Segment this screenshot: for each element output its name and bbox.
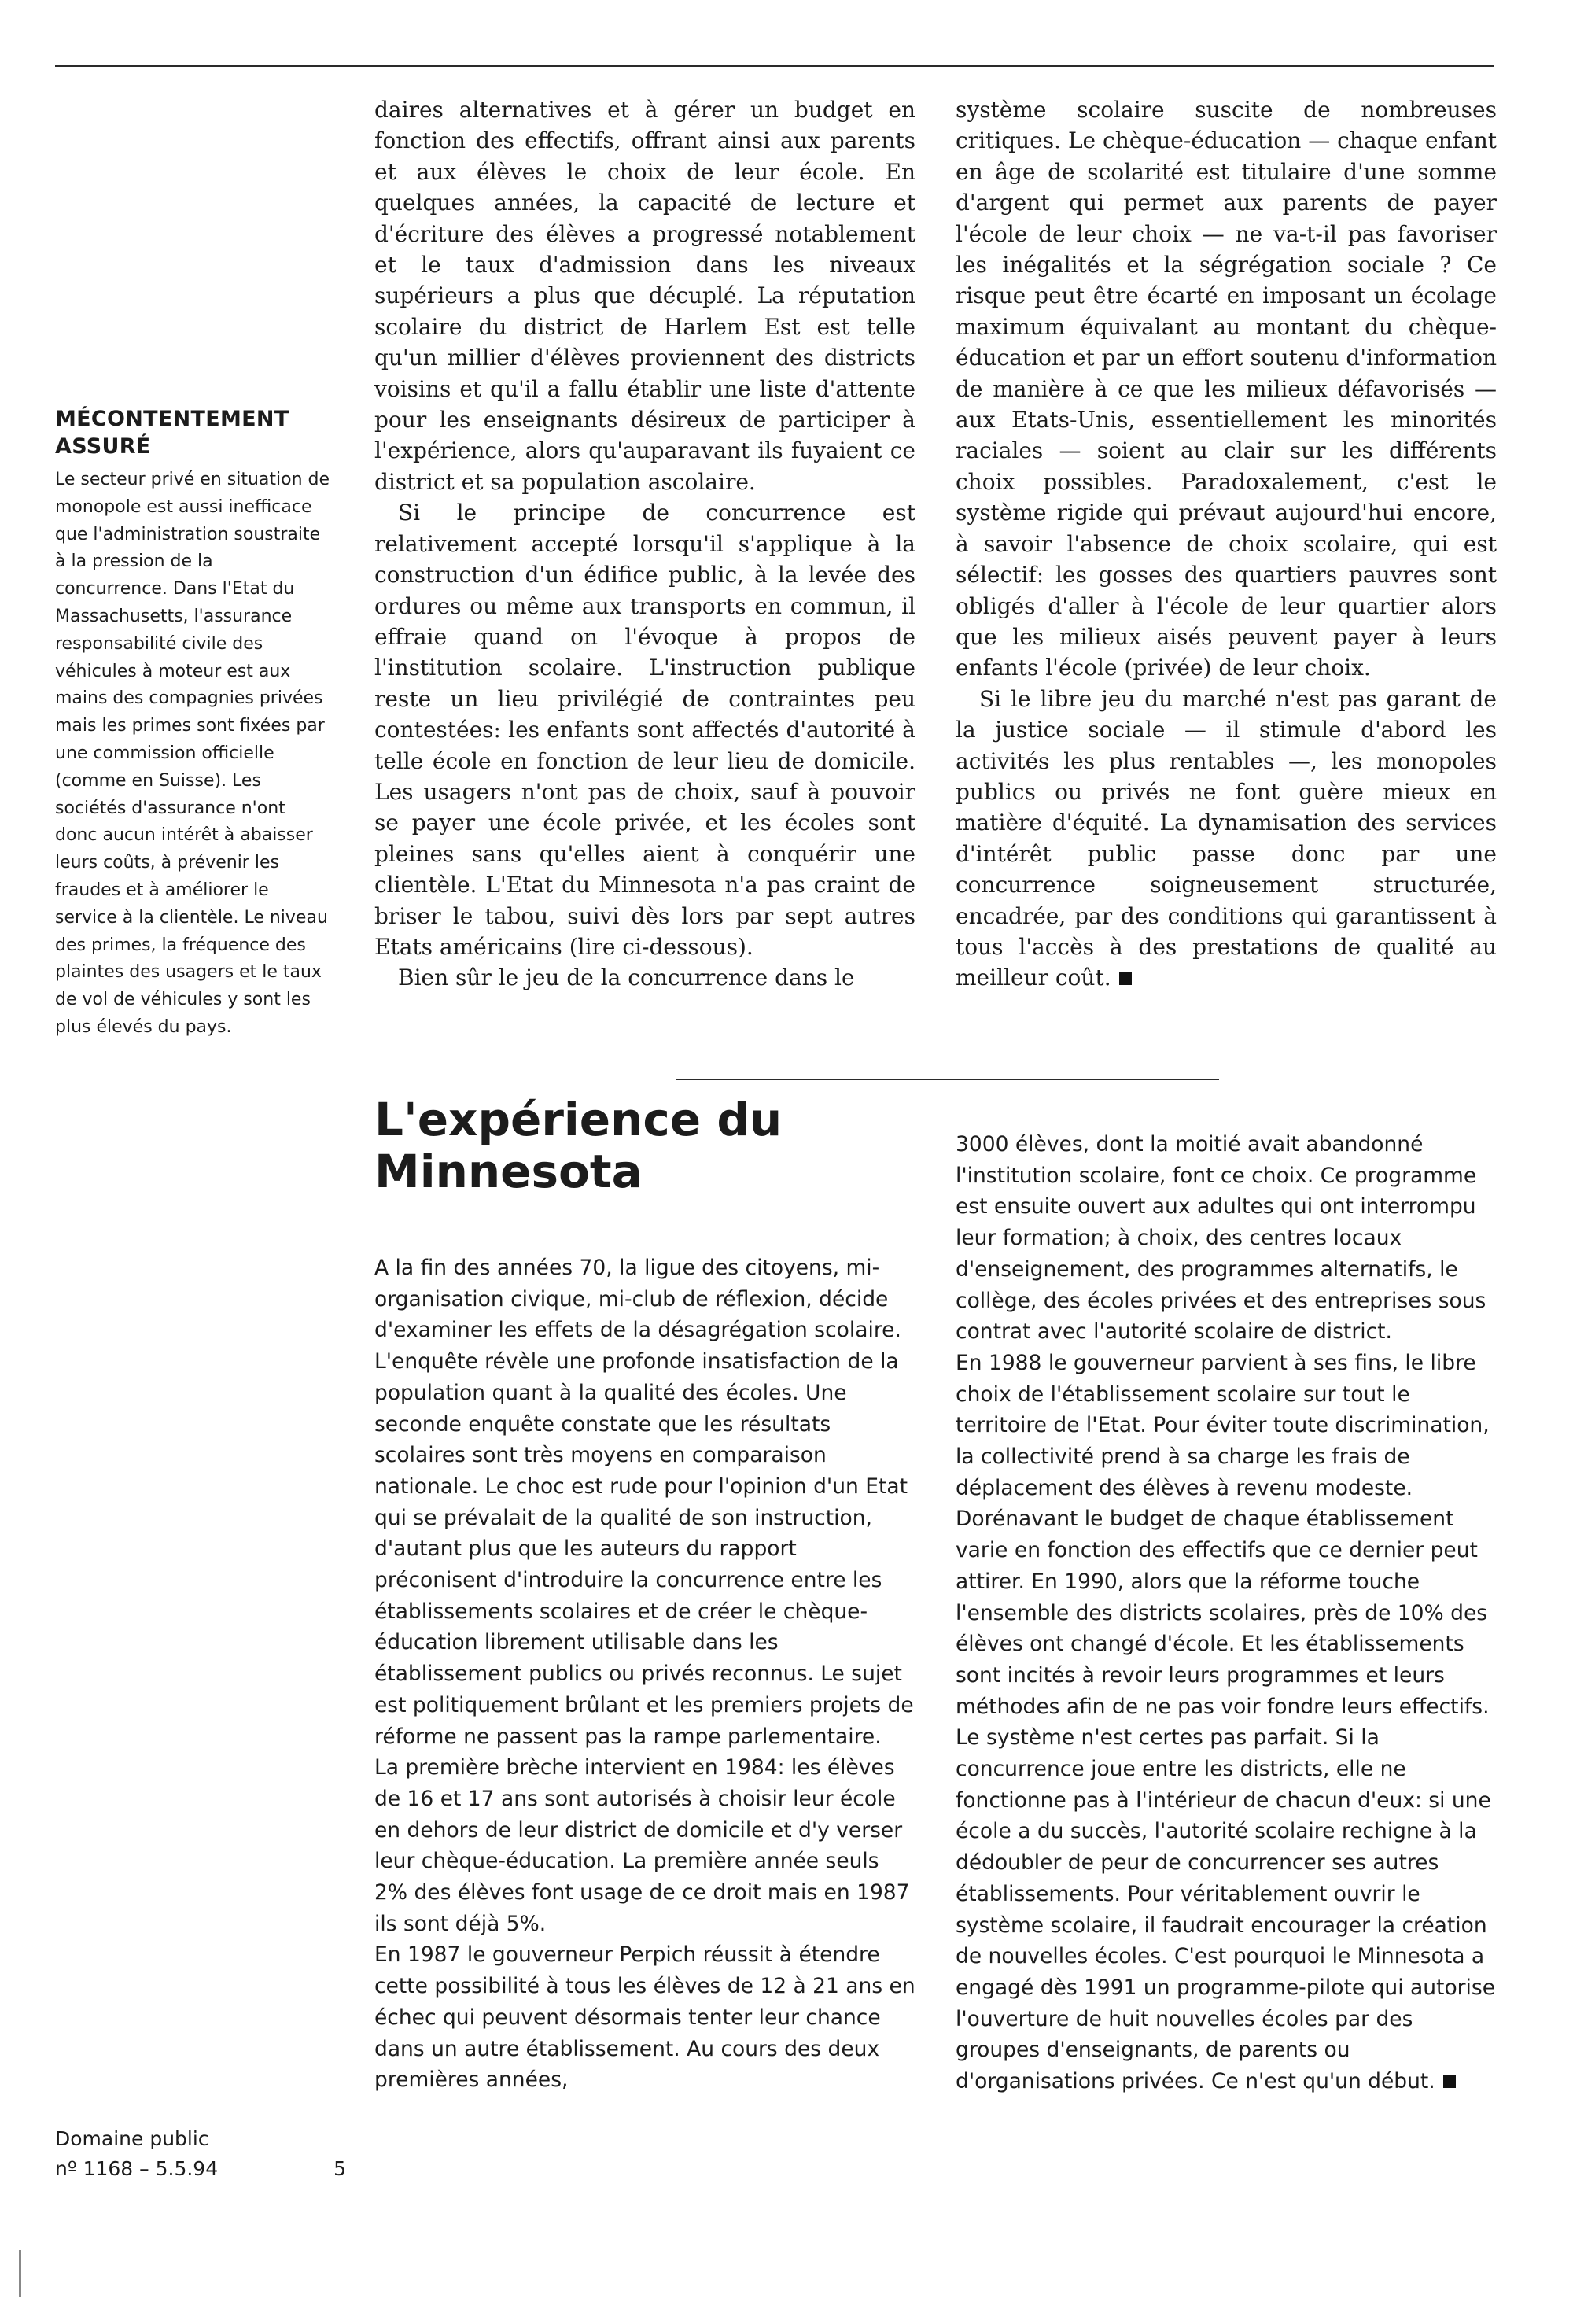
- box-paragraph-text: Le système n'est certes pas parfait. Si la concurrence joue entre les districts, elle ne fonctionne pas à l'intérieur de chacun d'eux: si une école a du succès, l'autorité scolaire rechigne à la dédoubler de peur de concurrencer ses autres établissements. Pour véritablement ouvrir le système scolaire, il faudrait encourager la création de nouvelles écoles. C'est pourquoi le Minnesota a engagé dès 1991 un programme-pilote qui autorise l'ouverture de huit nouvelles écoles par des groupes d'enseignants, de parents ou d'organisations privées. Ce n'est qu'un début.: [956, 1725, 1496, 2094]
- box-paragraph: A la fin des années 70, la ligue des citoyens, mi-organisation civique, mi-club de réflexion, décide d'examiner les effets de la désagrégation scolaire. L'enquête révèle une profonde insatisfaction de la population quant à la qualité des écoles. Une seconde enquête constate que les résultats scolaires sont très moyens en comparaison nationale. Le choc est rude pour l'opinion d'un Etat qui se prévalait de la qualité de son instruction, d'autant plus que les auteurs du rapport préconisent d'introduire la concurrence entre les établissements scolaires et de créer le chèque-éducation librement utilisable dans les établissement publics ou privés reconnus. Le sujet est politiquement brûlant et les premiers projets de réforme ne passent pas la rampe parlementaire.: [374, 1256, 914, 1749]
- issue-info: nº 1168 – 5.5.94: [55, 2157, 219, 2180]
- article-column-2: [956, 94, 1497, 994]
- page-number: 5: [333, 2157, 346, 2180]
- box-paragraph: 3000 élèves, dont la moitié avait abandonné l'institution scolaire, font ce choix. Ce programme est ensuite ouvert aux adultes qui ont interrompu leur formation; à choix, des centres locaux d'enseignement, des programmes alternatifs, le collège, des écoles privées et des entreprises sous contrat avec l'autorité scolaire de district.: [956, 1132, 1486, 1345]
- sidebar-body: Le secteur privé en situation de monopole est aussi inefficace que l'administration soustraite à la pression de la concurrence. Dans l'Etat du Massachusetts, l'assurance responsabilité civile des véhicules à moteur est aux mains des compagnies privées mais les primes sont fixées par une commission officielle (comme en Suisse). Les sociétés d'assurance n'ont donc aucun intérêt à abaisser leurs coûts, à prévenir les fraudes et à améliorer le service à la clientèle. Le niveau des primes, la fréquence des plaintes des usagers et le taux de vol de véhicules y sont les plus élevés du pays.: [55, 470, 330, 1037]
- publication-name: Domaine public: [55, 2127, 209, 2150]
- article-paragraph: système scolaire suscite de nombreuses critiques. Le chèque-éducation — chaque enfant en âge de scolarité est titulaire d'une somme d'argent qui permet aux parents de payer l'école de leur choix — ne va-t-il pas favoriser les inégalités et la ségrégation sociale ? Ce risque peut être écarté en imposant un écolage maximum équivalant au montant du chèque-éducation et par un effort soutenu d'information de manière à ce que les milieux défavorisés — aux Etats-Unis, essentiellement les minorités raciales — soient au clair sur les différents choix possibles. Paradoxalement, c'est le système rigide qui prévaut aujourd'hui encore, à savoir l'absence de choix scolaire, qui est sélectif: les gosses des quartiers pauvres sont obligés d'aller à l'école de leur quartier alors que les milieux aisés peuvent payer à leurs enfants l'école (privée) de leur choix.: [956, 97, 1497, 681]
- sidebar-title: MÉCONTENTEMENT ASSURÉ: [55, 407, 289, 459]
- article-paragraph: Bien sûr le jeu de la concurrence dans le: [398, 965, 855, 991]
- section-divider: [676, 1079, 1219, 1080]
- box-paragraph: La première brèche intervient en 1984: les élèves de 16 et 17 ans sont autorisés à choisir leur école en dehors de leur district de domicile et d'y verser leur chèque-éducation. La première année seuls 2% des élèves font usage de ce droit mais en 1987 ils sont déjà 5%.: [374, 1755, 910, 1936]
- box-title: L'expérience du Minnesota: [374, 1093, 783, 1198]
- article-paragraph: Si le principe de concurrence est relativement accepté lorsqu'il s'applique à la construction d'un édifice public, à la levée des ordures ou même aux transports en commun, il effraie quand on l'évoque à propos de l'institution scolaire. L'instruction publique reste un lieu privilégié de contraintes peu contestées: les enfants sont affectés d'autorité à telle école en fonction de leur lieu de domicile. Les usagers n'ont pas de choix, sauf à pouvoir se payer une école privée, et les écoles sont pleines sans qu'elles aient à conquérir une clientèle. L'Etat du Minnesota n'a pas craint de briser le tabou, suivi dès lors par sept autres Etats américains (lire ci-dessous).: [374, 500, 915, 960]
- box-column-1: [374, 1252, 915, 2096]
- box-column-2: [956, 1129, 1497, 2097]
- sidebar: [55, 405, 330, 1042]
- box-paragraph: En 1988 le gouverneur parvient à ses fins, le libre choix de l'établissement scolaire sur tout le territoire de l'Etat. Pour éviter toute discrimination, la collectivité prend à sa charge les frais de déplacement des élèves à revenu modeste. Dorénavant le budget de chaque établissement varie en fonction des effectifs que ce dernier peut attirer. En 1990, alors que la réforme touche l'ensemble des districts scolaires, près de 10% des élèves ont changé d'école. Et les établissements sont incités à revoir leurs programmes et leurs méthodes afin de ne pas voir fondre leurs effectifs.: [956, 1350, 1490, 1719]
- page-footer: [55, 2124, 346, 2184]
- top-rule: [55, 65, 1494, 67]
- article-column-1: [374, 94, 915, 994]
- box-paragraph: En 1987 le gouverneur Perpich réussit à étendre cette possibilité à tous les élèves de 12 à 21 ans en échec qui peuvent désormais tenter leur chance dans un autre établissement. Au cours des deux premières années,: [374, 1942, 915, 2093]
- end-of-article-mark: [1119, 972, 1132, 985]
- box-paragraph: [956, 1722, 1497, 2097]
- scan-edge-mark: [19, 2250, 21, 2297]
- article-paragraph-text: Si le libre jeu du marché n'est pas garant de la justice sociale — il stimule d'abord les activités les plus rentables —, les monopoles publics ou privés ne font guère mieux en matière d'équité. La dynamisation des services d'intérêt public passe donc par une concurrence soigneusement structurée, encadrée, par des conditions qui garantissent à tous l'accès à des prestations de qualité au meilleur coût.: [956, 685, 1497, 991]
- article-paragraph: daires alternatives et à gérer un budget en fonction des effectifs, offrant ainsi aux parents et aux élèves le choix de leur école. En quelques années, la capacité de lecture et d'écriture des élèves a progressé notablement et le taux d'admission dans les niveaux supérieurs a plus que décuplé. La réputation scolaire du district de Harlem Est est telle qu'un millier d'élèves proviennent des districts voisins et qu'il a fallu établir une liste d'attente pour les enseignants désireux de participer à l'expérience, alors qu'auparavant ils fuyaient ce district et sa population ascolaire.: [374, 97, 915, 495]
- article-paragraph: [956, 684, 1497, 994]
- end-of-box-mark: [1443, 2075, 1456, 2088]
